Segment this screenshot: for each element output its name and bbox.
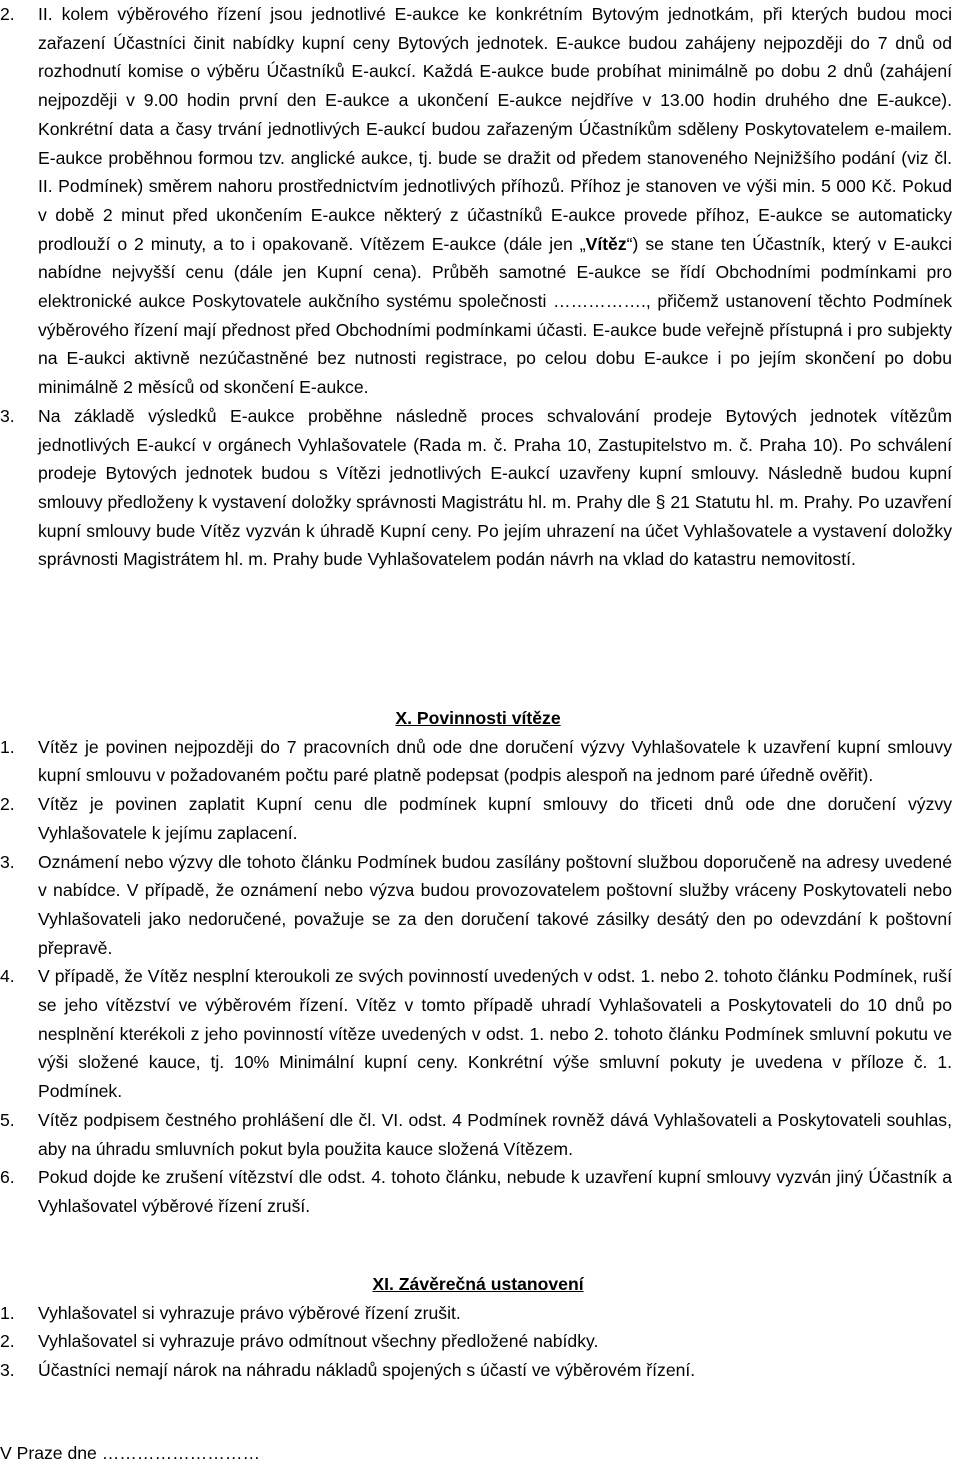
- previous-section: [0, 0, 956, 574]
- list-item: [0, 0, 956, 402]
- item-text: Vyhlašovatel si vyhrazuje právo odmítnout všechny předložené nabídky.: [38, 1331, 599, 1352]
- item-text: Na základě výsledků E-aukce proběhne následně proces schvalování prodeje Bytových jednotek vítězům jednotlivých E-aukcí v orgánech Vyhlašovatele (Rada m. č. Praha 10, Zastupitelstvo m. č. Praha 10). Po schválení prodeje Bytových jednotek budou s Vítězi jednotlivých E-aukcí uzavřeny kupní smlouvy. Následně budou kupní smlouvy předloženy k vystavení doložky správnosti Magistrátu hl. m. Prahy dle § 21 Statutu hl. m. Prahy. Po uzavření kupní smlouvy bude Vítěz vyzván k úhradě Kupní ceny. Po jejím uhrazení na účet Vyhlašovatele a vystavení doložky správnosti Magistrátem hl. m. Prahy bude Vyhlašovatelem podán návrh na vklad do katastru nemovitostí.: [38, 405, 952, 570]
- item-text: Vítěz podpisem čestného prohlášení dle čl. VI. odst. 4 Podmínek rovněž dává Vyhlašovateli a Poskytovateli souhlas, aby na úhradu smluvních pokut byla použita kauce složená Vítězem.: [38, 1109, 952, 1159]
- item-number: 2.: [0, 794, 15, 815]
- item-number: 2.: [0, 4, 15, 24]
- item-text: Vyhlašovatel si vyhrazuje právo výběrové řízení zrušit.: [38, 1302, 461, 1323]
- section-heading-text: XI. Závěrečná ustanovení: [372, 1274, 584, 1294]
- section-heading: [0, 704, 956, 733]
- item-number: 2.: [0, 1331, 15, 1352]
- list-item: [0, 1163, 956, 1220]
- item-text-bold: Vítěz: [585, 233, 627, 254]
- list-item: [0, 790, 956, 847]
- item-number: 3.: [0, 851, 15, 872]
- section-x: [0, 704, 956, 1221]
- item-number: 6.: [0, 1167, 15, 1188]
- section-heading: [0, 1270, 956, 1299]
- section-heading-text: X. Povinnosti vítěze: [395, 708, 561, 728]
- place-date-line: V Praze dne ………………………: [0, 1443, 261, 1463]
- item-number: 1.: [0, 736, 15, 757]
- item-text: Vítěz je povinen nejpozději do 7 pracovních dnů ode dne doručení výzvy Vyhlašovatele k uzavření kupní smlouvy kupní smlouvu v požadovaném počtu paré platně podepsat (podpis alespoň na jednom paré úředně ověřit).: [38, 736, 952, 786]
- list-item: [0, 402, 956, 574]
- item-number: 1.: [0, 1302, 15, 1323]
- item-number: 3.: [0, 1360, 15, 1381]
- list-item: [0, 1106, 956, 1163]
- item-text: Účastníci nemají nárok na náhradu nákladů spojených s účastí ve výběrovém řízení.: [38, 1360, 696, 1381]
- item-text: II. kolem výběrového řízení jsou jednotlivé E-aukce ke konkrétním Bytovým jednotkám, při kterých budou moci zařazení Účastníci činit nabídky kupní ceny Bytových jednotek. E-aukce budou zahájeny nejpozději do 7 dnů od rozhodnutí komise o výběru Účastníků E-aukcí. Každá E-aukce bude probíhat minimálně po dobu 2 dnů (zahájení nejpozději v 9.00 hodin první den E-aukce a ukončení E-aukce nejdříve v 13.00 hodin druhého dne E-aukce). Konkrétní data a časy trvání jednotlivých E-aukcí budou zařazeným Účastníkům sděleny Poskytovatelem e-mailem. E-aukce proběhnou formou tzv. anglické aukce, tj. bude se dražit od předem stanoveného Nejnižšího podání (viz čl. II. Podmínek) směrem nahoru prostřednictvím jednotlivých příhozů. Příhoz je stanoven ve výši min. 5 000 Kč. Pokud v době 2 minut před ukončením E-aukce některý z účastníků E-aukce provede příhoz, E-aukce se automaticky prodlouží o 2 minuty, a to i opakovaně. Vítězem E-aukce (dále jen „: [38, 4, 952, 254]
- list-item: [0, 1356, 956, 1385]
- item-text: V případě, že Vítěz nesplní kteroukoli ze svých povinností uvedených v odst. 1. nebo 2. tohoto článku Podmínek, ruší se jeho vítězství ve výběrovém řízení. Vítěz v tomto případě uhradí Vyhlašovateli a Poskytovateli do 10 dnů po nesplnění kterékoli z jeho povinností vítěze uvedených v odst. 1. nebo 2. tohoto článku Podmínek smluvní pokutu ve výši složené kauce, tj. 10% Minimální kupní ceny. Konkrétní výše smluvní pokuty je uvedena v příloze č. 1. Podmínek.: [38, 966, 952, 1102]
- item-text: Oznámení nebo výzvy dle tohoto článku Podmínek budou zasílány poštovní službou doporučeně na adresy uvedené v nabídce. V případě, že oznámení nebo výzva budou provozovatelem poštovní služby vráceny Poskytovateli nebo Vyhlašovateli jako nedoručené, považuje se za den doručení takové zásilky desátý den po odevzdání k poštovní přepravě.: [38, 851, 952, 958]
- item-text-continued: “) se stane ten Účastník, který v E-aukci nabídne nejvyšší cenu (dále jen Kupní cena). Průběh samotné E-aukce se řídí Obchodními podmínkami pro elektronické aukce Poskytovatele aukčního systému společnosti ……………., přičemž ustanovení těchto Podmínek výběrového řízení mají přednost před Obchodními podmínkami účasti. E-aukce bude veřejně přístupná i pro subjekty na E-aukci aktivně nezúčastněné bez nutnosti registrace, po celou dobu E-aukce i po jejím skončení po dobu minimálně 2 měsíců od skončení E-aukce.: [38, 233, 952, 398]
- item-number: 3.: [0, 405, 15, 426]
- list-item: [0, 1299, 956, 1328]
- list-item: [0, 962, 956, 1106]
- list-item: [0, 848, 956, 963]
- item-number: 5.: [0, 1109, 15, 1130]
- section-xi: [0, 1270, 956, 1385]
- item-text: Pokud dojde ke zrušení vítězství dle odst. 4. tohoto článku, nebude k uzavření kupní smlouvy vyzván jiný Účastník a Vyhlašovatel výběrové řízení zruší.: [38, 1167, 952, 1216]
- list-item: [0, 1327, 956, 1356]
- list-item: [0, 733, 956, 790]
- item-number: 4.: [0, 966, 15, 987]
- item-text: Vítěz je povinen zaplatit Kupní cenu dle podmínek kupní smlouvy do třiceti dnů ode dne doručení výzvy Vyhlašovatele k jejímu zaplacení.: [38, 794, 952, 843]
